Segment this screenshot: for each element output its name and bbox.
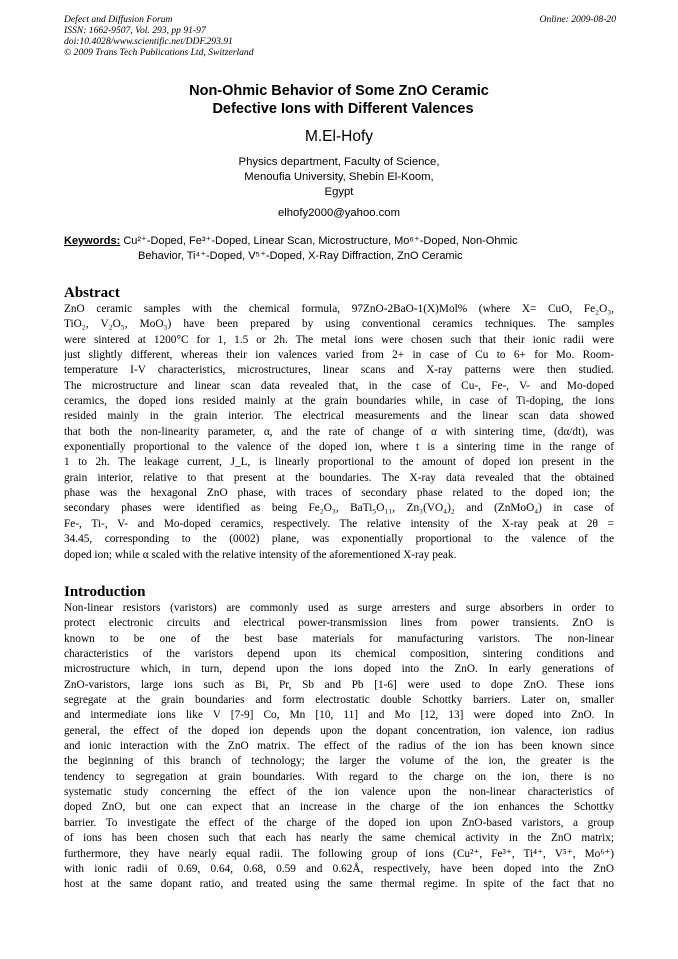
text-line: secondary phases were identified as being Fe₂O₃, BaTi₅O₁₁, Zn₃(VO₄)₂ and (ZnMoO₄) in case of [64,502,614,515]
text-line: doped ion; while α scaled with the relative intensity of the aforementioned X-ray peak. [64,548,457,561]
text-line: segregate at the grain boundaries and form electrostatic double Schottky barriers. Later on, smaller [64,694,614,707]
journal-header [64,14,616,58]
text-line: barrier. To investigate the effect of the charge of the doped ion upon ZnO-based varistors, a group [64,816,614,829]
introduction-heading: Introduction [64,584,146,600]
keywords-line-1: Cu²⁺-Doped, Fe³⁺-Doped, Linear Scan, Microstructure, Mo⁶⁺-Doped, Non-Ohmic [123,235,518,247]
text-line: characteristics of the varistors depend upon its chemical composition, sintering conditions and [64,648,614,661]
text-line: of ions has been chosen such that each has nearly the same chemical activity in the ZnO matrix; [64,832,614,845]
affiliation-line-1: Physics department, Faculty of Science, [238,156,440,168]
keywords-line-2: Behavior, Ti⁴⁺-Doped, V⁵⁺-Doped, X-Ray Diffraction, ZnO Ceramic [138,249,463,262]
copyright-line: © 2009 Trans Tech Publications Ltd, Switzerland [64,47,254,58]
text-line: Non-linear resistors (varistors) are commonly used as surge arresters and surge absorbers in order to [64,602,614,614]
text-line: ZnO-varistors, large ions such as Bi, Pr, Sb and Pb [1-6] were used to dope ZnO. These ions [64,678,614,691]
affiliation-line-2: Menoufia University, Shebin El-Koom, [244,171,434,183]
text-line: grain interior, relative to that present at the boundaries. The X-ray data revealed that the obtained [64,471,614,484]
text-line: furthermore, they have nearly equal radii. The following group of ions (Cu²⁺, Fe³⁺, Ti⁴⁺, V⁵⁺, Mo⁶⁺) [64,847,614,860]
text-line: ZnO ceramic samples with the chemical formula, 97ZnO-2BaO-1(X)Mol% (where X= CuO, Fe₂O₃, [64,303,614,315]
text-line: exponentially proportional to the valence of the doped ion, where t is a sintering time in the range of [64,441,614,454]
issn-line: ISSN: 1662-9507, Vol. 293, pp 91-97 [64,25,206,36]
affiliation-line-3: Egypt [324,186,354,198]
text-line: general, the effect of the doped ion depends upon the dopant concentration, ion valence, ion radius [64,724,614,737]
keywords-label: Keywords: [64,235,121,247]
text-line: 34.45, corresponding to the (0002) plane, was exponentially proportional to the valence of the [64,533,614,546]
text-line: protect electronic circuits and electrical power-transmission lines from power transients. ZnO is [64,617,614,630]
text-line: microstructure which, in turn, depend upon the ions doped into the ZnO. In early generations of [64,663,614,676]
text-line: resided mainly in the grain interior. The electrical measurements and the linear scan data showed [64,410,614,423]
text-line: ceramics, the doped ions resided mainly at the grain boundaries while, in case of Ti-doping, the ions [64,395,614,408]
text-line: were sintered at 1200°C for 1, 1.5 or 2h. The metal ions were chosen such that their ionic radii were [64,333,614,346]
text-line: The microstructure and linear scan data revealed that, in the case of Cu-, Fe-, V- and Mo-doped [64,379,614,392]
keywords-block [64,234,620,263]
text-line: and intermediate ions like V [7-9] Co, Mn [10, 11] and Mo [12, 13] were doped into ZnO. In [64,709,614,722]
text-line: tendency to segregation at grain boundaries. With regard to the charge on the ion, there is no [64,770,614,783]
doi-line: doi:10.4028/www.scientific.net/DDF.293.91 [64,36,233,47]
affiliation [0,155,678,200]
title-line-1: Non-Ohmic Behavior of Some ZnO Ceramic [189,83,489,99]
text-line: with ionic radii of 0.69, 0.64, 0.68, 0.59 and 0.62Å, respectively, have been doped into the ZnO [64,862,614,875]
text-line: phase was the hexagonal ZnO phase, with traces of secondary phase related to the doped ion; the [64,487,614,500]
text-line: temperature I-V characteristics, microstructures, linear scans and X-ray patterns were then studied. [64,364,614,377]
text-line: 1 to 2h. The leakage current, J_L, is linearly proportional to the amount of doped ion present in the [64,456,614,469]
text-line: systematic study concerning the effect of the ion valence upon the non-linear characteristics of [64,786,614,799]
abstract-body [64,302,614,563]
text-line: host at the same dopant ratio, and treated using the same thermal regime. In spite of the fact that no [64,878,614,891]
paper-title [0,82,678,118]
title-line-2: Defective Ions with Different Valences [212,101,474,117]
online-date: Online: 2009-08-20 [539,14,616,25]
text-line: Fe-, Ti-, V- and Mo-doped ceramics, respectively. The relative intensity of the X-ray peak at 2θ = [64,517,614,530]
journal-name: Defect and Diffusion Forum [64,14,173,25]
author-email[interactable]: elhofy2000@yahoo.com [277,207,400,219]
text-line: doped ZnO, but one can expect that an increase in the charge of the ion enhances the Schottky [64,801,614,814]
text-line: just slightly different, whereas their ion valences varied from 2+ in case of Cu to 6+ for Mo. Room- [64,349,614,362]
abstract-heading: Abstract [64,285,120,301]
author-name: M.El-Hofy [304,128,374,145]
text-line: the beginning of this branch of technology; the larger the volume of the ion, the greater is the [64,755,614,768]
text-line: that both the non-linearity parameter, α, and the rate of change of α with sintering time, (dα/dt), was [64,425,614,438]
introduction-body [64,601,614,893]
text-line: known to be one of the best base materials for manufacturing varistors. The non-linear [64,632,614,645]
text-line: TiO₂, V₂O₅, MoO₃) have been prepared by using conventional ceramics techniques. The samples [64,318,614,331]
text-line: and ionic interaction with the ZnO matrix. The effect of the radius of the ion has been known since [64,740,614,753]
